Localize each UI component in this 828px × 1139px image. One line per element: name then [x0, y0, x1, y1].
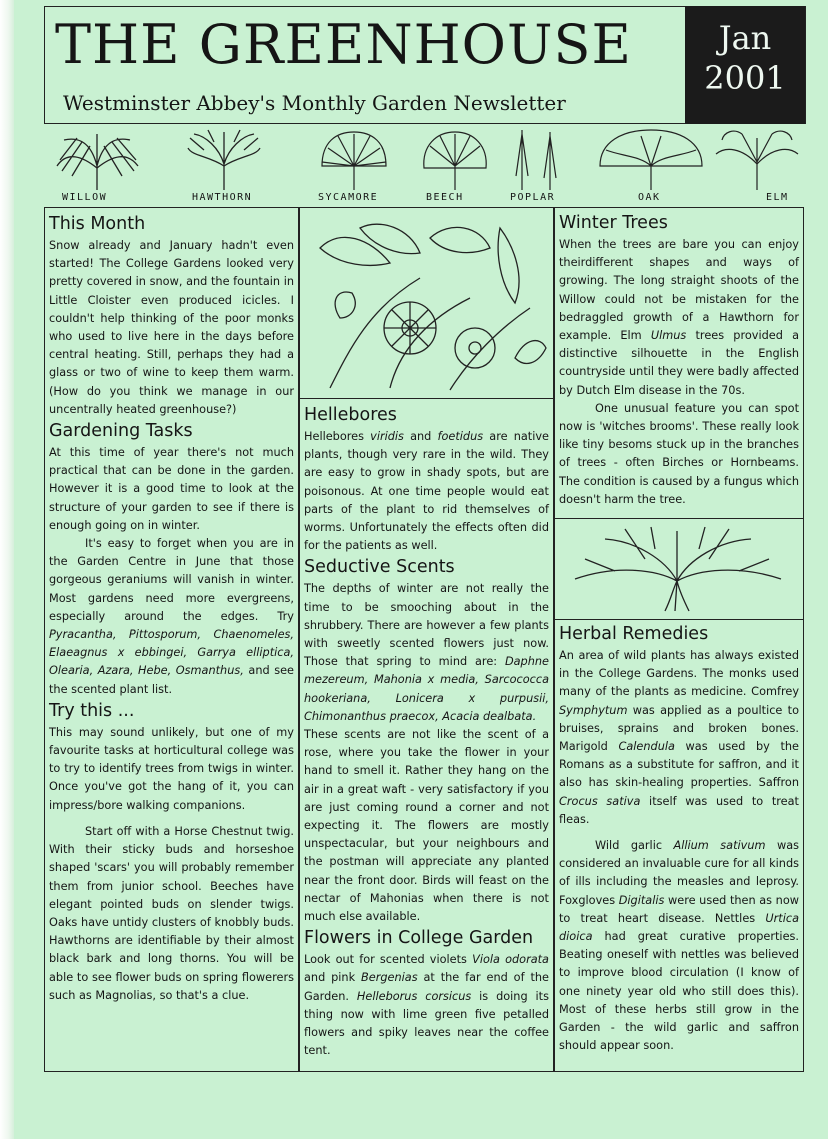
try-this-text: This may sound unlikely, but one of my favourite tasks at horticultural college was to try to identify trees from twigs in winter. Once you've got the hang of it, you can impress/bore walking companions. — [49, 725, 294, 812]
this-month-heading: This Month — [49, 214, 146, 234]
winter-italic-1: Ulmus — [650, 329, 687, 343]
hellebores-heading: Hellebores — [304, 405, 397, 425]
hellebore-illustration — [300, 208, 553, 399]
poplar-tree-icon — [506, 126, 566, 192]
flowers-text — [304, 951, 549, 1060]
try-this-heading: Try this ... — [49, 700, 135, 721]
winter-trees-text-2: One unusual feature you can spot now is 'witches brooms'. These really look like tiny besoms stuck up in the branches of trees - often Birches or Hornbeams. The condition is caused by a fungus which doesn't harm the tree. — [559, 401, 799, 506]
winter-text-a: When the trees are bare you can enjoy theirdifferent shapes and ways of growing. The long straight shoots of the Willow could not be mistaken for the bedraggled growth of a Hawthorn for example. Elm — [559, 238, 799, 343]
herbal-remedies-section — [555, 619, 803, 1055]
sycamore-label: SYCAMORE — [318, 192, 379, 203]
herbal-italic-4: Allium sativum — [673, 839, 766, 853]
bare-tree-illustration — [555, 518, 803, 620]
newsletter-title: THE GREENHOUSE — [55, 13, 632, 76]
gardening-tasks-heading: Gardening Tasks — [49, 421, 193, 442]
herbal-text-h: had great curative properties. Beating oneself with nettles was believed to improve blood circulation (I know of one ninety year old who still does this). Most of these herbs still grow in the Garden - the wild garlic and saffron should appear soon. — [559, 930, 799, 1053]
column-right — [554, 207, 804, 1072]
gardening-text-end: and see the scented plant list. — [49, 664, 294, 696]
page-edge — [0, 0, 14, 1139]
newsletter-subtitle: Westminster Abbey's Monthly Garden Newsletter — [63, 91, 566, 115]
herbal-italic-3: Crocus sativa — [559, 794, 641, 808]
column-left — [44, 207, 299, 1072]
herbal-italic-5: Digitalis — [618, 893, 665, 907]
hawthorn-label: HAWTHORN — [192, 192, 253, 203]
scents-text-2: These scents are not like the scent of a rose, where you take the flower in your hand to smell it. Rather they hang on the air in a great waft - very satisfactory if you are just coming round a corner and not expecting it. The flowers are mostly unspectacular, but your neighbours and the postman will appreciate any planted near the front door. Birds will feast on the nectar of Mahonias when there is not much else available. — [304, 728, 549, 924]
herbal-text-a: An area of wild plants has always existed in the College Gardens. The monks used many of the plants as medicine. Comfrey — [559, 649, 799, 699]
herbal-text-g: were used then as now to treat heart disease. Nettles — [559, 893, 799, 925]
flowers-text-a: Look out for scented violets — [304, 953, 473, 967]
scented-plant-list: Daphne mezereum, Mahonia x media, Sarcococca hookeriana, Lonicera x purpusii, Chimonanthus praecox, Acacia dealbata. — [304, 655, 549, 723]
flowers-text-d: is doing its thing now with lime green five petalled flowers and spiky leaves near the coffee tent. — [304, 989, 549, 1058]
hellebores-italic-2: foetidus — [437, 430, 484, 443]
hawthorn-tree-icon — [184, 126, 264, 192]
willow-tree-icon — [52, 126, 142, 192]
flowers-italic-3: Helleborus corsicus — [356, 989, 472, 1003]
gardening-text-part: It's easy to forget when you are in the Garden Centre in June that those gorgeous geraniums will vanish in winter. Most gardens need more evergreens, especially around the edges. Try — [49, 537, 294, 623]
issue-date — [685, 6, 805, 124]
hellebores-text — [304, 428, 549, 555]
beech-tree-icon — [420, 126, 490, 192]
flowers-text-b: and pink — [304, 971, 362, 985]
hellebores-text-b: and — [403, 430, 438, 443]
tree-silhouettes-row — [44, 126, 804, 206]
scents-text — [304, 580, 549, 726]
seductive-scents-heading: Seductive Scents — [304, 557, 455, 578]
flowers-heading: Flowers in College Garden — [304, 928, 534, 949]
herbal-text-b: was applied as a poultice to bruises, sprains and broken bones. Marigold — [559, 703, 799, 754]
scents-text-a: The depths of winter are not really the time to be smooching about in the shrubbery. There are however a few plants with sweetly scented flowers just now. Those that spring to mind are: — [304, 582, 549, 669]
herbal-italic-1: Symphytum — [559, 703, 628, 717]
gardening-tasks-text: At this time of year there's not much practical that can be done in the garden. However it is a good time to look at the structure of your garden to see if there is enough going on in winter. — [49, 446, 294, 532]
flowers-italic-2: Bergenias — [361, 971, 418, 985]
sycamore-tree-icon — [316, 126, 392, 192]
flowers-text-c: at the far end of the Garden. — [304, 971, 549, 1003]
poplar-label: POPLAR — [510, 192, 556, 203]
hellebores-text-a: Hellebores — [304, 430, 371, 443]
flowers-italic-1: Viola odorata — [472, 953, 549, 967]
hellebores-text-c: are native plants, though very rare in the wild. They are easy to grow in shady spots, but are poisonous. At one time people would eat parts of the plant to rid themselves of worms. Unfortunately the effects often did for the patients as well. — [304, 430, 549, 553]
oak-tree-icon — [596, 126, 706, 192]
herbal-italic-2: Calendula — [618, 740, 675, 754]
beech-label: BEECH — [426, 192, 464, 203]
winter-trees-section — [555, 208, 803, 518]
herbal-text-c: was used by the Romans as a substitute for saffron, and it also has skin-healing properties. Saffron — [559, 740, 799, 790]
elm-tree-icon — [712, 126, 802, 192]
herbal-text-f: was considered an invaluable cure for all kinds of ills including the measles and leprosy. Foxgloves — [559, 839, 799, 907]
herbal-italic-6: Urtica dioica — [559, 911, 799, 944]
column-middle — [299, 207, 554, 1072]
hellebores-italic-1: viridis — [370, 430, 404, 443]
winter-trees-heading: Winter Trees — [559, 213, 668, 233]
herbal-remedies-heading: Herbal Remedies — [559, 624, 709, 644]
herbal-text-d: itself was used to treat fleas. — [559, 794, 799, 826]
gardening-tasks-text-2 — [49, 535, 294, 699]
issue-month: Jan — [718, 19, 772, 57]
issue-year: 2001 — [704, 59, 786, 97]
herbal-text-2 — [559, 837, 799, 1055]
evergreen-plant-list: Pyracantha, Pittosporum, Chaenomeles, Elaeagnus x ebbingei, Garrya elliptica, Olearia, Azara, Hebe, Osmanthus, — [49, 628, 294, 678]
middle-column-text — [300, 400, 553, 1061]
herbal-text — [559, 647, 799, 829]
oak-label: OAK — [638, 192, 661, 203]
masthead — [44, 6, 806, 124]
this-month-text: Snow already and January hadn't even started! The College Gardens looked very pretty covered in snow, and the fountain in Little Cloister even produced icicles. I couldn't help thinking of the poor monks who used to live here in the days before central heating. Still, perhaps they had a glass or two of wine to keep them warm. (How do you think we manage in our uncentrally heated greenhouse?) — [49, 239, 294, 416]
willow-label: WILLOW — [62, 192, 108, 203]
winter-trees-text — [559, 236, 799, 400]
herbal-text-e: Wild garlic — [595, 839, 674, 853]
winter-text-b: trees provided a distinctive silhouette in the English countryside until they were badly affected by Dutch Elm disease in the 70s. — [559, 329, 799, 397]
try-this-text-2: Start off with a Horse Chestnut twig. With their sticky buds and horseshoe shaped 'scars' you will probably remember them from junior school. Beeches have elegant pointed buds on slender twigs. Oaks have untidy clusters of knobbly buds. Hawthorns are identifiable by their almost black bark and long thorns. You will be able to see flower buds on spring flowerers such as Magnolias, so that's a clue. — [49, 824, 294, 1002]
elm-label: ELM — [766, 192, 789, 203]
